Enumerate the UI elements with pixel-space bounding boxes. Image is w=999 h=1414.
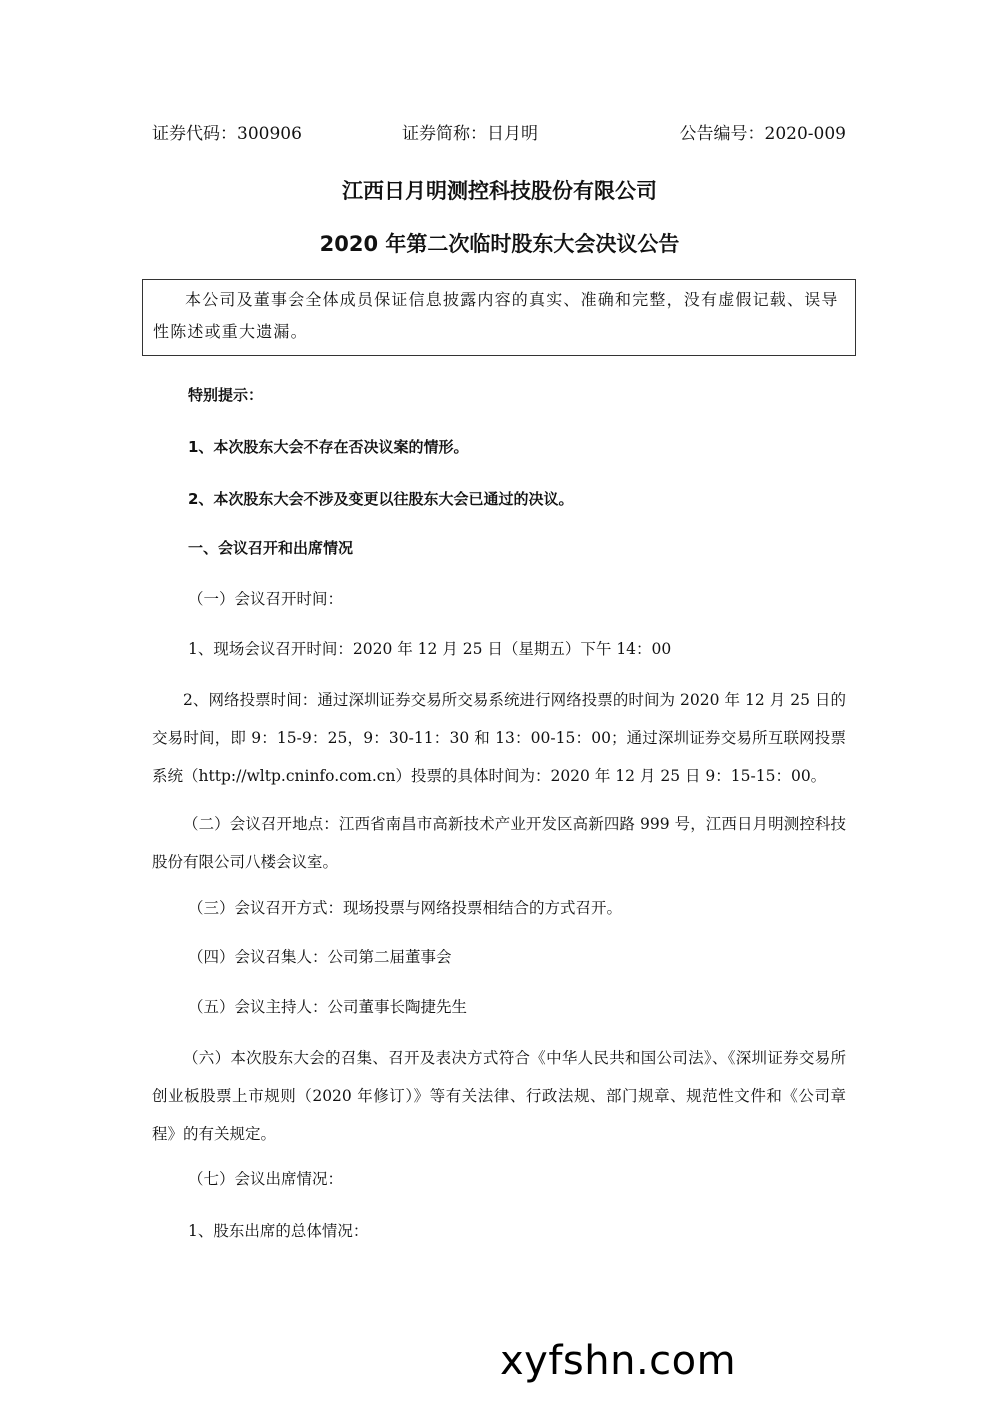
meeting-compliance: （六）本次股东大会的召集、召开及表决方式符合《中华人民共和国公司法》、《深圳证券交易所创业板股票上市规则（2020 年修订）》等有关法律、行政法规、部门规章、规范性文件和《公司章程》的有关规定。: [152, 1049, 846, 1143]
company-title: 江西日月明测控科技股份有限公司: [342, 179, 657, 203]
onsite-time: 1、现场会议召开时间：2020 年 12 月 25 日（星期五）下午 14：00: [188, 640, 672, 658]
attendance-item-1: 1、股东出席的总体情况：: [188, 1222, 369, 1240]
online-voting-time: 2、网络投票时间：通过深圳证券交易所交易系统进行网络投票的时间为 2020 年 12 月 25 日的交易时间，即 9：15-9：25，9：30-11：30 和 13：00-15：00；通过深圳证券交易所互联网投票系统（http://wltp.cninfo.com.cn）投票的具体时间为：2020 年 12 月 25 日 9：15-15：00。: [152, 691, 846, 785]
meeting-method: （三）会议召开方式：现场投票与网络投票相结合的方式召开。: [188, 899, 623, 917]
notice-number: 公告编号：2020-009: [679, 124, 846, 144]
special-heading: 特别提示：: [188, 386, 264, 404]
attendance-heading: （七）会议出席情况：: [188, 1170, 344, 1188]
stock-code: 证券代码：300906: [152, 124, 302, 144]
disclaimer-box: [142, 279, 856, 356]
disclaimer-text: 本公司及董事会全体成员保证信息披露内容的真实、准确和完整，没有虚假记载、误导性陈述或重大遗漏。: [153, 290, 839, 341]
notice-title: 2020 年第二次临时股东大会决议公告: [319, 232, 680, 256]
stock-name: 证券简称：日月明: [402, 124, 538, 144]
section-heading: 一、会议召开和出席情况: [188, 539, 354, 557]
meeting-host: （五）会议主持人：公司董事长陶捷先生: [188, 998, 468, 1016]
meeting-convener: （四）会议召集人：公司第二届董事会: [188, 948, 452, 966]
special-item-2: 2、本次股东大会不涉及变更以往股东大会已通过的决议。: [188, 490, 574, 508]
time-heading: （一）会议召开时间：: [188, 590, 344, 608]
document-header: [152, 120, 846, 148]
watermark-text: xyfshn.com: [500, 1338, 737, 1384]
meeting-location: （二）会议召开地点：江西省南昌市高新技术产业开发区高新四路 999 号，江西日月明测控科技股份有限公司八楼会议室。: [152, 815, 846, 871]
special-item-1: 1、本次股东大会不存在否决议案的情形。: [188, 438, 469, 456]
